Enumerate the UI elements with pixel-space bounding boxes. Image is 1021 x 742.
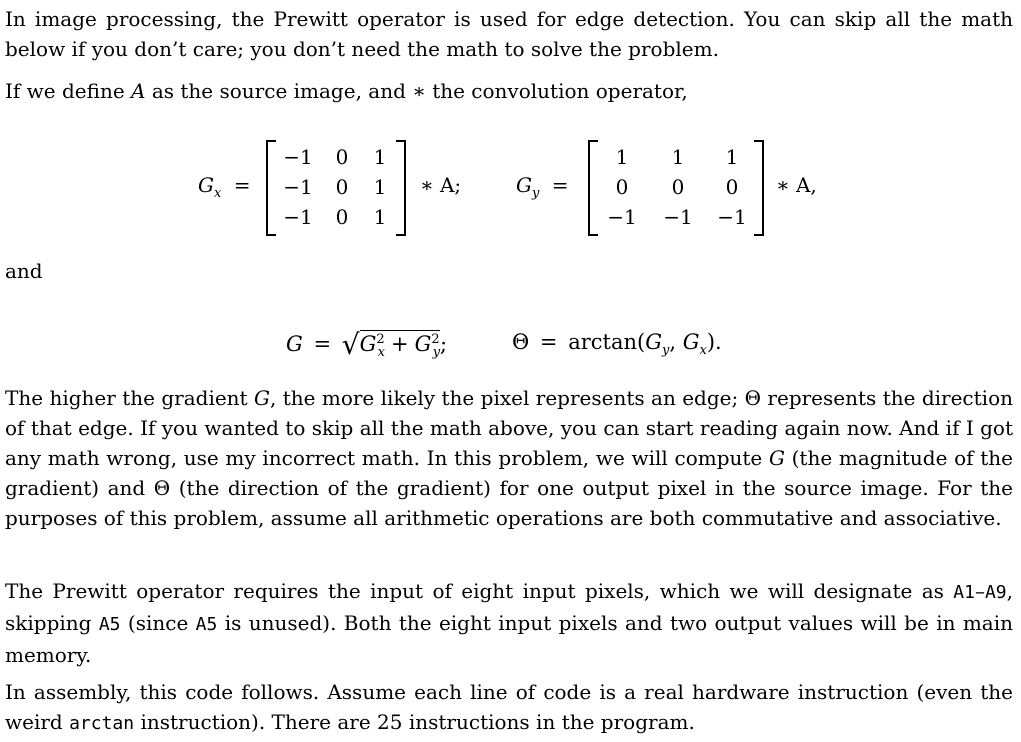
gy-matrix [588, 140, 764, 236]
gx-tail: ∗ A; [420, 173, 462, 197]
matrix-cell: 1 [615, 145, 629, 169]
definition-text-end: as the source image, and ∗ the convolution operator, [145, 79, 688, 103]
matrix-cell: 0 [725, 175, 739, 199]
matrix-cell: 0 [335, 145, 349, 169]
gy-label: $G_y$ = [516, 173, 569, 201]
intro-paragraph: In image processing, the Prewitt operator is used for edge detection. You can skip all the math below if you don’t care; you don’t need the math to solve the problem. [5, 7, 1013, 61]
and-label: and [5, 259, 43, 283]
pixels-paragraph: The Prewitt operator requires the input of eight input pixels, which we will designate as A1–A9, skipping A5 (since A5 is unused). Both the eight input pixels and two output values will be in main memory. [5, 579, 1013, 667]
matrix-cell: 0 [335, 205, 349, 229]
matrix-cell: 1 [725, 145, 739, 169]
gy-tail: ∗ A, [776, 173, 817, 197]
matrix-cell: −1 [607, 205, 637, 229]
matrix-cell: −1 [283, 145, 313, 169]
direction-equation: $\Theta = \arctan(G_y$, $G_x$). [512, 330, 722, 359]
gradient-paragraph: The higher the gradient G, the more likely the pixel represents an edge; Θ represents the direction of that edge. If you wanted to skip all the math above, you can start reading again now. And if I got any math wrong, use my incorrect math. In this problem, we will compute G (the magnitude of the gradient) and Θ (the direction of the gradient) for one output pixel in the source image. For the purposes of this problem, assume all arithmetic operations are both commutative and associative. [5, 386, 1013, 530]
matrix-cell: −1 [663, 205, 693, 229]
matrix-cell: 1 [373, 205, 387, 229]
matrix-cell: 1 [373, 175, 387, 199]
symbol-a: A [131, 79, 146, 103]
assembly-paragraph: In assembly, this code follows. Assume each line of code is a real hardware instruction (even the weird arctan instruction). There are 25 instructions in the program. [5, 680, 1013, 734]
matrix-cell: 0 [615, 175, 629, 199]
matrix-cell: −1 [283, 205, 313, 229]
matrix-cell: −1 [283, 175, 313, 199]
definition-paragraph [5, 76, 1013, 106]
matrix-cell: 1 [373, 145, 387, 169]
matrix-cell: 0 [335, 175, 349, 199]
matrix-cell: 1 [671, 145, 685, 169]
definition-text: If we define [5, 79, 132, 103]
gx-label: $G_x$ = [198, 173, 251, 201]
gx-matrix [266, 140, 406, 236]
matrix-cell: −1 [717, 205, 747, 229]
magnitude-equation: $G = √G^2_x + G^2_y$; [286, 328, 448, 361]
matrix-cell: 0 [671, 175, 685, 199]
